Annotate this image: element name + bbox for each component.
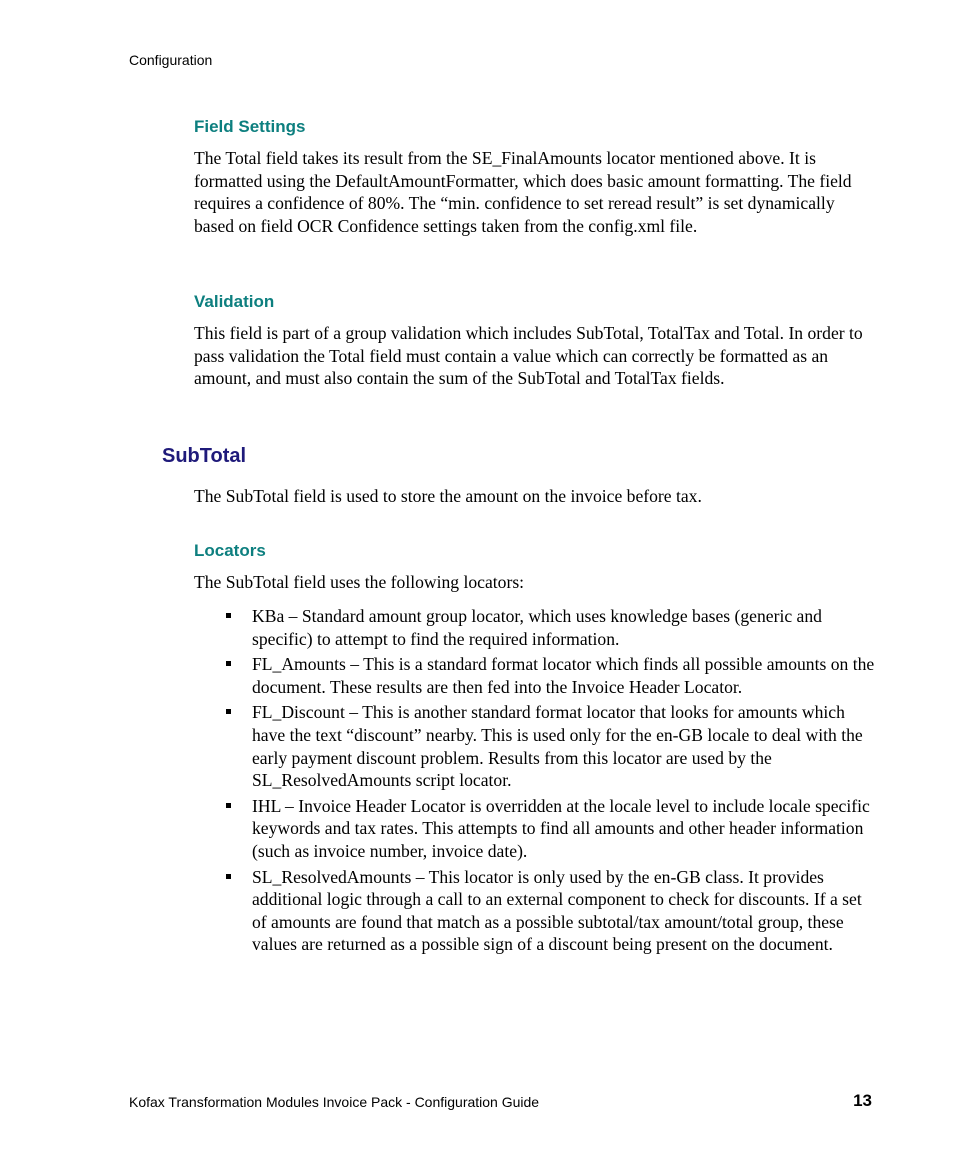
running-header: Configuration bbox=[129, 52, 213, 68]
validation-heading: Validation bbox=[194, 292, 275, 311]
list-item bbox=[226, 701, 878, 791]
bullet-square-icon bbox=[226, 661, 231, 666]
page-number: 13 bbox=[853, 1091, 872, 1110]
list-item-text: SL_ResolvedAmounts – This locator is only used by the en-GB class. It provides additional logic through a call to an external component to check for discounts. If a set of amounts are found that match as a possible subtotal/tax amount/total group, these values are returned as a possible sign of a discount being present on the document. bbox=[252, 866, 862, 955]
list-item-text: KBa – Standard amount group locator, which uses knowledge bases (generic and specific) to attempt to find the required information. bbox=[252, 606, 822, 649]
list-item bbox=[226, 866, 878, 956]
list-item-text: IHL – Invoice Header Locator is overridden at the locale level to include locale specific keywords and tax rates. This attempts to find all amounts and other header information (such as invoice number, invoice date). bbox=[252, 795, 870, 861]
footer-title: Kofax Transformation Modules Invoice Pack - Configuration Guide bbox=[129, 1094, 540, 1110]
locators-intro: The SubTotal field uses the following locators: bbox=[194, 572, 525, 592]
subtotal-text: The SubTotal field is used to store the amount on the invoice before tax. bbox=[194, 486, 702, 506]
locators-list bbox=[226, 605, 878, 959]
validation-text: This field is part of a group validation which includes SubTotal, TotalTax and Total. In order to pass validation the Total field must contain a value which can correctly be formatted as an amount, and must also contain the sum of the SubTotal and TotalTax fields. bbox=[194, 323, 863, 389]
list-item-text: FL_Discount – This is another standard format locator that looks for amounts which have the text “discount” nearby. This is used only for the en-GB locale to deal with the early payment discount problem. Results from this locator are used by the SL_ResolvedAmounts script locator. bbox=[252, 702, 863, 791]
bullet-square-icon bbox=[226, 803, 231, 808]
locators-heading: Locators bbox=[194, 541, 266, 560]
field-settings-text: The Total field takes its result from the SE_FinalAmounts locator mentioned above. It is formatted using the DefaultAmountFormatter, which does basic amount formatting. The field requires a confidence of 80%. The “min. confidence to set reread result” is set dynamically based on field OCR Confidence settings taken from the config.xml file. bbox=[194, 148, 852, 236]
bullet-square-icon bbox=[226, 874, 231, 879]
list-item bbox=[226, 605, 878, 650]
list-item bbox=[226, 795, 878, 863]
field-settings-heading: Field Settings bbox=[194, 117, 306, 136]
bullet-square-icon bbox=[226, 709, 231, 714]
list-item bbox=[226, 653, 878, 698]
bullet-square-icon bbox=[226, 613, 231, 618]
list-item-text: FL_Amounts – This is a standard format locator which finds all possible amounts on the document. These results are then fed into the Invoice Header Locator. bbox=[252, 654, 875, 697]
subtotal-heading: SubTotal bbox=[162, 445, 247, 467]
